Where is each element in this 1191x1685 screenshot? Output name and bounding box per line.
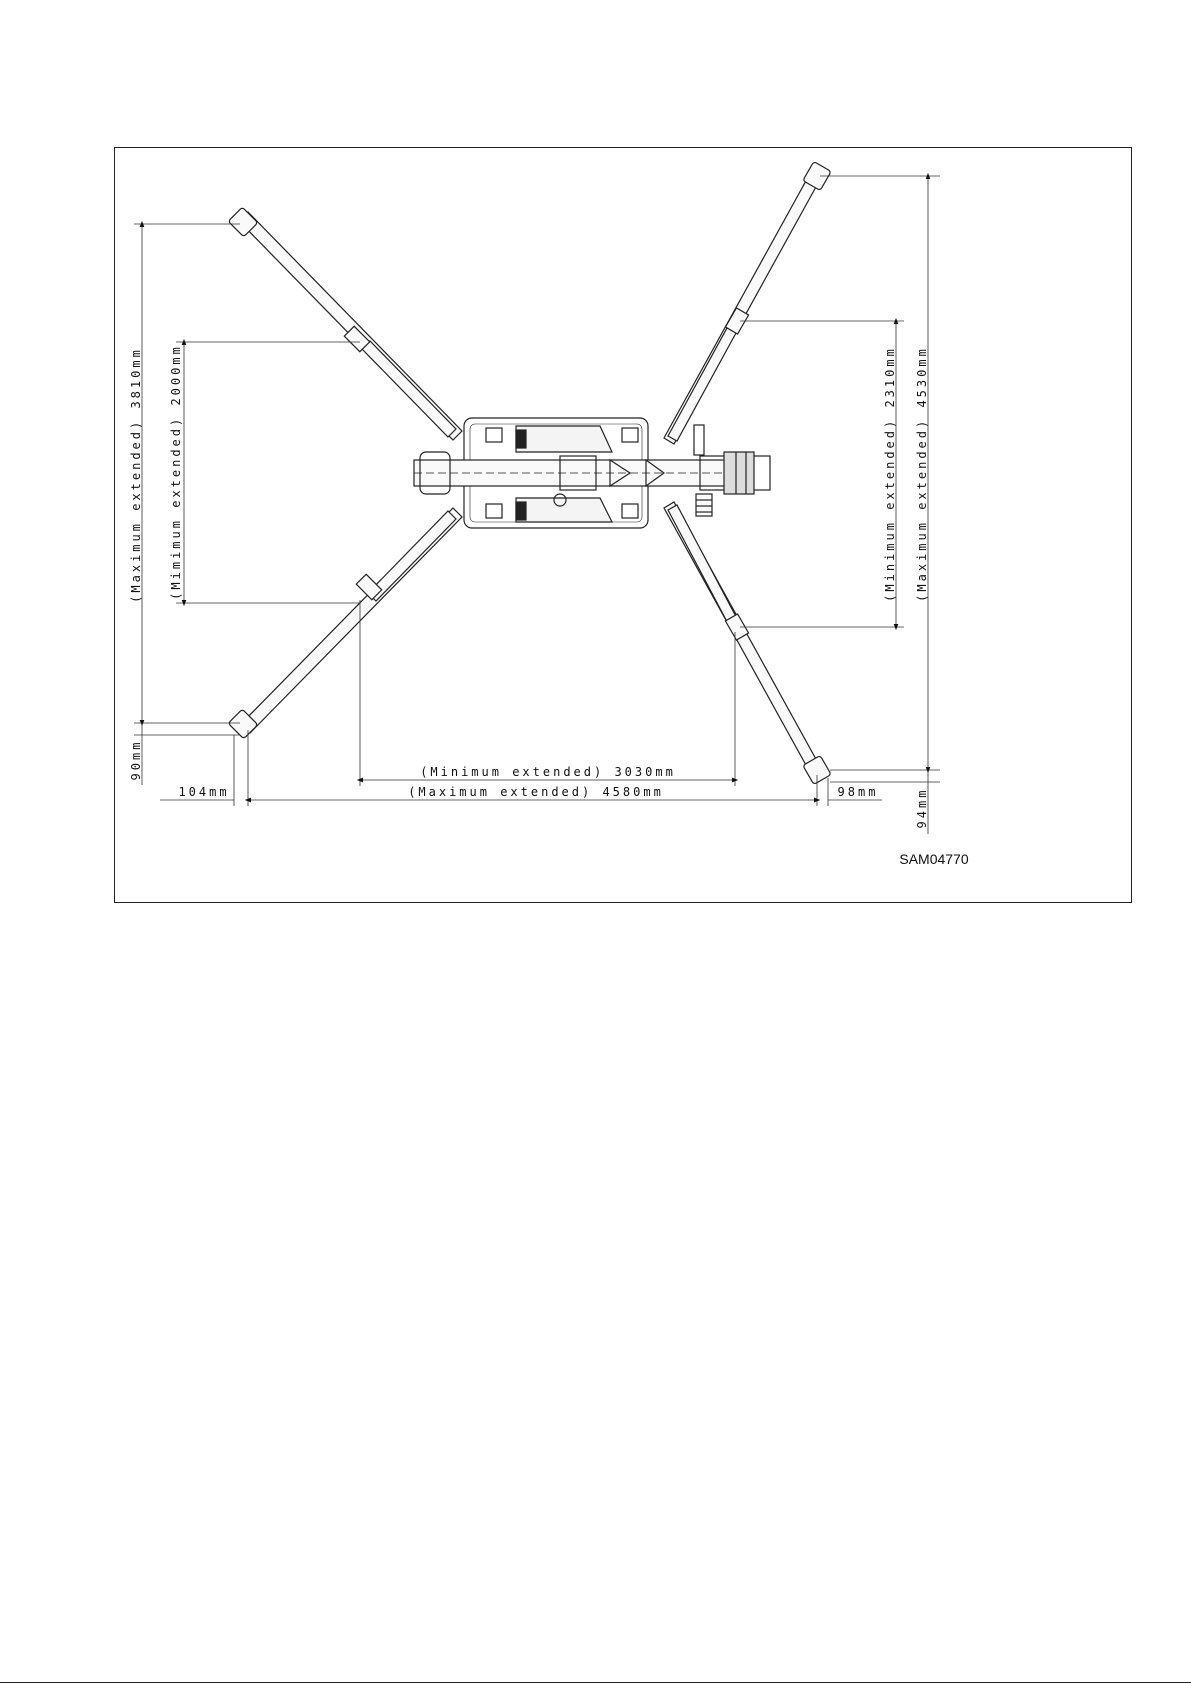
left-offset-vertical-label: 90mm	[129, 739, 143, 781]
left-min-extended-label: (Mimimum extended) 2000mm	[169, 344, 183, 600]
outrigger-rear-right	[664, 502, 831, 785]
right-offset-horizontal-label: 98mm	[837, 785, 879, 799]
page-bottom-rule	[0, 1682, 1191, 1683]
outrigger-front-left	[228, 207, 462, 440]
left-max-extended-label: (Maximum extended) 3810mm	[129, 347, 143, 603]
left-offset-horizontal-label: 104mm	[178, 785, 230, 799]
crane-body	[414, 418, 770, 528]
right-min-extended-label: (Minimum extended) 2310mm	[883, 346, 897, 602]
bottom-max-extended-label: (Maximum extended) 4580mm	[408, 785, 664, 799]
bottom-min-extended-label: (Minimum extended) 3030mm	[420, 765, 676, 779]
right-offset-vertical-label: 94mm	[915, 787, 929, 829]
figure-code-label: SAM04770	[899, 851, 969, 867]
outrigger-rear-left	[228, 508, 462, 739]
outrigger-front-right	[664, 161, 831, 444]
right-max-extended-label: (Maximum extended) 4530mm	[915, 346, 929, 602]
